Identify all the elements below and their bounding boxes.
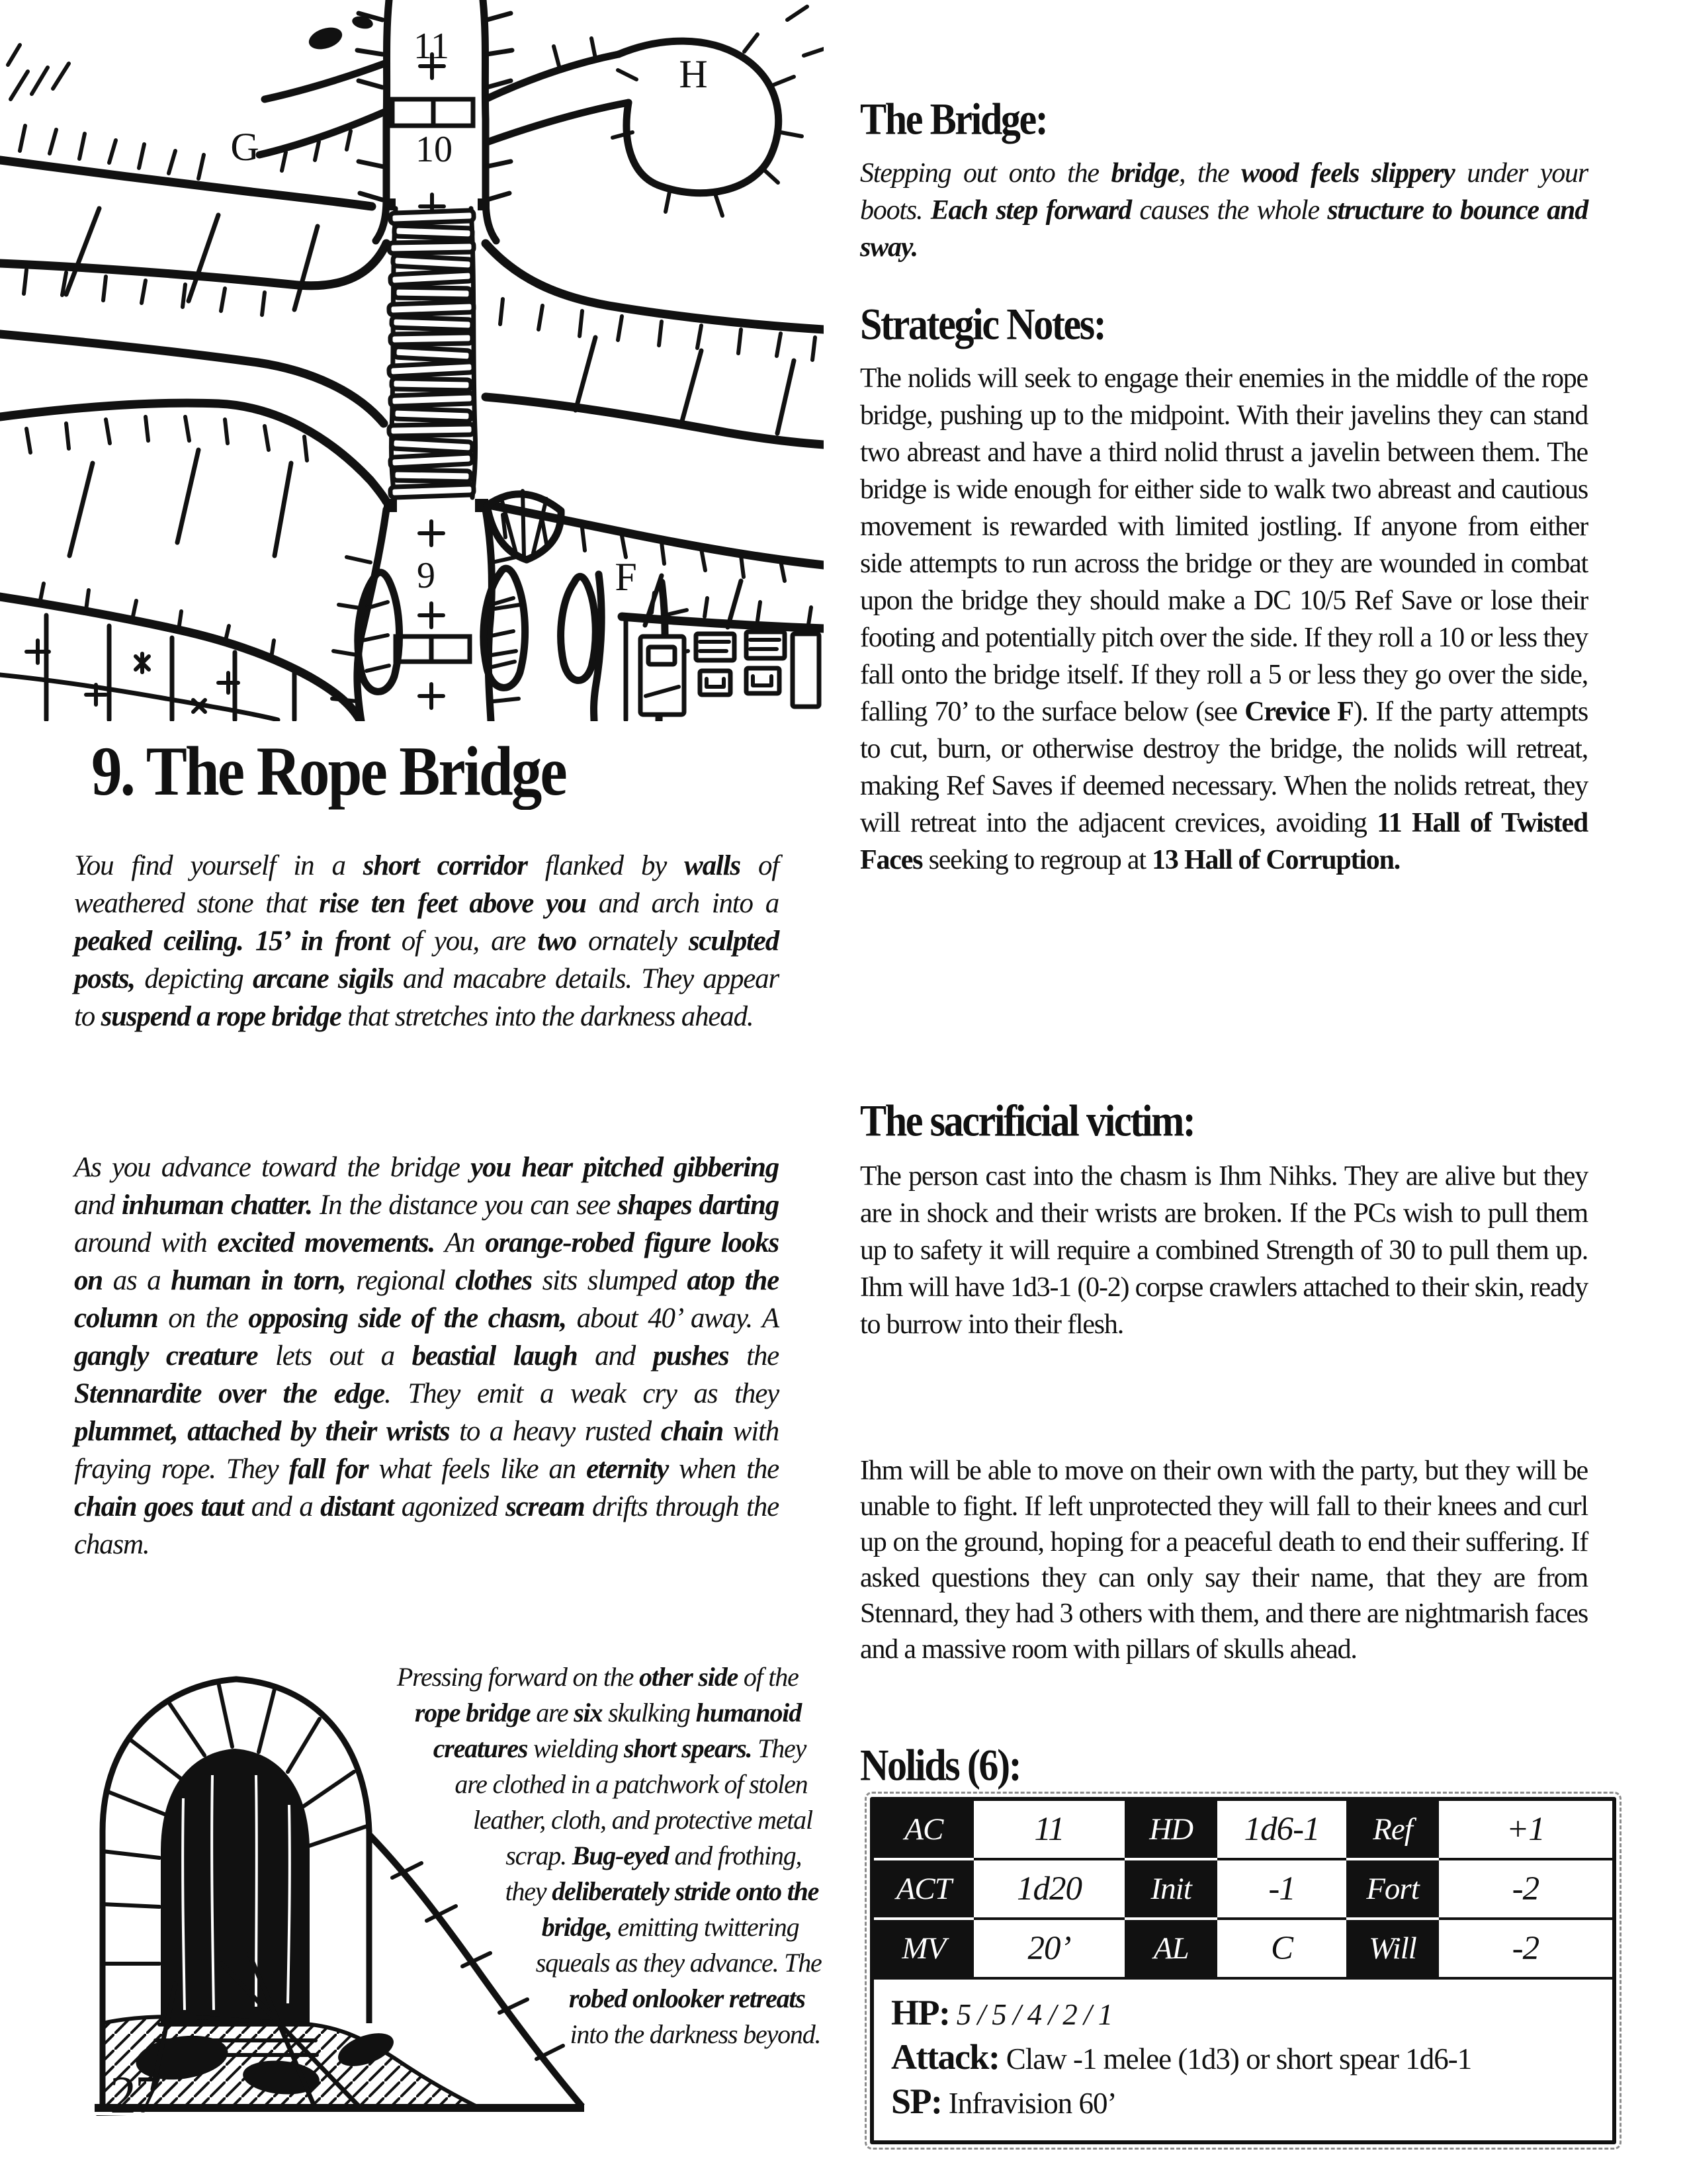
heading-strategic-notes: Strategic Notes: xyxy=(860,300,1105,349)
map-label-g: G xyxy=(230,125,259,169)
stat-details xyxy=(874,1980,1612,2140)
bottom-left-section xyxy=(83,1653,824,2144)
read-aloud-paragraph-3: Pressing forward on the other side of the rope bridge are six skulking humanoid creatures wielding short spears. They are clothed in a patchwork of stolen leather, cloth, and protective metal scrap. Bug-eyed and frothing, they deliberately stride onto the bridge, emitting twittering squeals as they advance. The robed onlooker retreats into the darkness beyond. xyxy=(396,1662,822,2049)
victim-text-2: Ihm will be able to move on their own with the party, but they will be unable to fight. If left unprotected they will fall to their knees and curl up on the ground, hoping for a peaceful death to end their suffering. If asked questions they can only say their name, that they are from Stennard, they had 3 others with them, and there are nightmarish faces and a massive room with pillars of skulls ahead. xyxy=(860,1456,1588,1665)
stat-label-act: ACT xyxy=(874,1860,974,1917)
stat-label-al: AL xyxy=(1125,1920,1217,1977)
stat-value-fort: -2 xyxy=(1439,1860,1612,1920)
hp-line xyxy=(891,1994,1595,2033)
stat-label-mv: MV xyxy=(874,1920,974,1977)
map-wall xyxy=(622,617,824,629)
heading-nolids: Nolids (6): xyxy=(860,1741,1021,1790)
stat-value-hd: 1d6-1 xyxy=(1217,1801,1346,1860)
stat-value-ac: 11 xyxy=(974,1801,1125,1860)
sp-label: SP: xyxy=(891,2081,942,2121)
map-chasm-edge xyxy=(0,160,372,206)
map-bridge-slats xyxy=(389,210,474,498)
attack-label: Attack: xyxy=(891,2037,1000,2077)
map-label-11: 11 xyxy=(413,26,449,67)
map-hatching xyxy=(8,45,204,179)
stat-value-ref: +1 xyxy=(1439,1801,1612,1860)
attack-line xyxy=(891,2038,1595,2077)
map-rubble xyxy=(306,24,345,54)
map-label-9: 9 xyxy=(417,555,435,596)
strategic-notes-text: The nolids will seek to engage their enemies in the middle of the rope bridge, pushing up to the midpoint. With their javelins they can stand two abreast and have a third nolid thrust a javelin between them. The bridge is wide enough for either side to walk two abreast and cautious movement is rewarded with limited jostling. If anyone from either side attempts to run across the bridge or they are wounded in combat upon the bridge they should make a DC 10/5 Ref Save or lose their footing and potentially pitch over the side. If they roll a 10 or less they fall onto the bridge itself. If they roll a 5 or less they go over the side, falling 70’ to the surface below (see Crevice F). If the party attempts to cut, burn, or otherwise destroy the bridge, the nolids will retreat, making Ref Saves if deemed necessary. When the nolids retreat, they will retreat into the adjacent crevices, avoiding 11 Hall of Twisted Faces seeking to regroup at 13 Hall of Corruption. xyxy=(860,363,1588,875)
map-chasm-edge xyxy=(486,243,824,329)
read-aloud-paragraph-1: You find yourself in a short corridor flanked by walls of weathered stone that rise ten feet above you and arch into a peaked ceiling. 15’ in front of you, are two ornately sculpted posts, depicting arcane sigils and macabre details. They appear to suspend a rope bridge that stretches into the darkness ahead. xyxy=(74,850,779,1032)
map-label-h: H xyxy=(679,52,708,96)
stat-value-mv: 20’ xyxy=(1027,1930,1071,1967)
hp-label: HP: xyxy=(891,1993,950,2032)
bridge-read-aloud: Stepping out onto the bridge, the wood feels slippery under your boots. Each step forward causes the whole structure to bounce and sway. xyxy=(860,158,1588,263)
heading-the-bridge: The Bridge: xyxy=(860,95,1047,144)
map-chasm-edge xyxy=(0,403,386,502)
map-wall xyxy=(259,111,386,155)
stat-label-will: Will xyxy=(1346,1920,1439,1977)
dungeon-map xyxy=(0,0,824,721)
map-bridge-post xyxy=(478,198,490,210)
stat-label-init: Init xyxy=(1125,1860,1217,1917)
stat-label-hd: HD xyxy=(1125,1801,1217,1858)
map-pillar xyxy=(561,576,596,680)
map-chasm-line xyxy=(486,397,824,445)
attack-value: Claw -1 melee (1d3) or short spear 1d6-1 xyxy=(1006,2042,1472,2075)
map-label-10: 10 xyxy=(415,129,453,170)
nolids-statblock xyxy=(870,1797,1616,2144)
map-furniture xyxy=(640,632,819,715)
hp-value: 5 / 5 / 4 / 2 / 1 xyxy=(956,1998,1113,2031)
stat-value-will: -2 xyxy=(1512,1930,1539,1967)
sp-line xyxy=(891,2083,1595,2122)
stat-label-ac: AC xyxy=(874,1801,974,1858)
stat-value-al: C xyxy=(1271,1930,1293,1967)
sp-value: Infravision 60’ xyxy=(948,2087,1117,2120)
stat-label-ref: Ref xyxy=(1346,1801,1439,1858)
read-aloud-paragraph-2: As you advance toward the bridge you hear pitched gibbering and inhuman chatter. In the distance you can see shapes darting around with excited movements. An orange-robed figure looks on as a human in torn, regional clothes sits slumped atop the column on the opposing side of the chasm, about 40’ away. A gangly creature lets out a beastial laugh and pushes the Stennardite over the edge. They emit a weak cry as they plummet, attached by their wrists to a heavy rusted chain with fraying rope. They fall for what feels like an eternity when the chain goes taut and a distant agonized scream drifts through the chasm. xyxy=(74,1152,779,1560)
stat-label-fort: Fort xyxy=(1346,1860,1439,1917)
map-wall xyxy=(487,103,628,142)
stat-value-init: -1 xyxy=(1217,1860,1346,1920)
room-title: 9. The Rope Bridge xyxy=(91,732,566,810)
map-bridge-post xyxy=(384,198,396,210)
map-label-f: F xyxy=(615,555,637,599)
heading-sacrificial-victim: The sacrificial victim: xyxy=(860,1096,1195,1146)
map-grid-cross xyxy=(419,521,443,708)
stat-value-act: 1d20 xyxy=(974,1860,1125,1920)
page-number: 27 xyxy=(110,2066,160,2124)
victim-text-1: The person cast into the chasm is Ihm Nihks. They are alive but they are in shock and their wrists are broken. If the PCs wish to pull them up to safety it will require a combined Strength of 30 to pull them up. Ihm will have 1d3-1 (0-2) corpse crawlers attached to their skin, ready to burrow into their flesh. xyxy=(860,1161,1588,1340)
map-grid-cross xyxy=(26,640,238,712)
map-wall xyxy=(486,54,619,99)
stat-grid xyxy=(874,1801,1612,1980)
map-chasm-edge xyxy=(0,243,386,286)
